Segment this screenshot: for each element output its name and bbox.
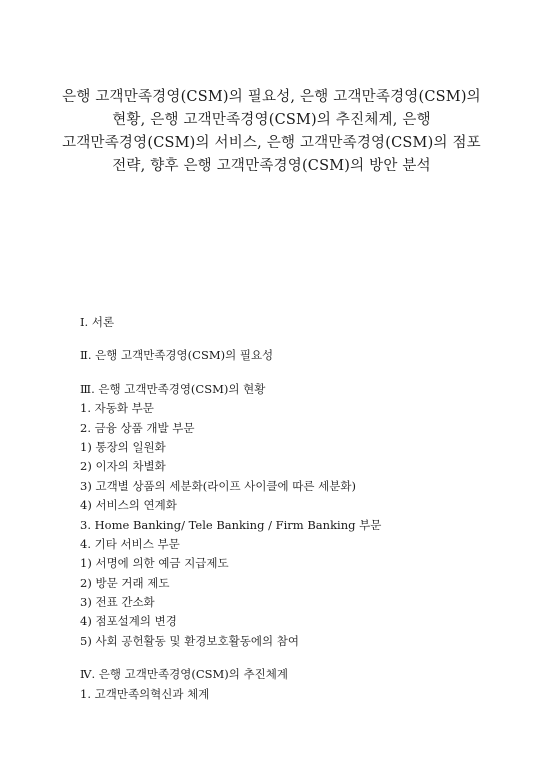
toc-item: 1) 서명에 의한 예금 지급제도: [80, 556, 229, 571]
toc-section-4: Ⅳ. 은행 고객만족경영(CSM)의 추진체계: [80, 667, 288, 682]
toc-item: 4. 기타 서비스 부문: [80, 536, 180, 551]
toc-item: 2) 이자의 차별화: [80, 459, 166, 474]
toc-item: 2) 방문 거래 제도: [80, 575, 170, 590]
toc-item: 1. 자동화 부문: [80, 401, 154, 416]
toc-item: 3. Home Banking/ Tele Banking / Firm Banking 부문: [80, 517, 382, 532]
toc-item: 5) 사회 공헌활동 및 환경보호활동에의 참여: [80, 633, 299, 648]
title-line: 전략, 향후 은행 고객만족경영(CSM)의 방안 분석: [112, 158, 431, 174]
toc-item: 4) 서비스의 연계화: [80, 498, 177, 513]
toc-item: 4) 점포설계의 변경: [80, 614, 177, 629]
toc-item: 2. 금융 상품 개발 부문: [80, 420, 195, 435]
document-title: [60, 86, 483, 178]
title-line: 현황, 은행 고객만족경영(CSM)의 추진체계, 은행: [112, 112, 431, 128]
toc-item: 3) 전표 간소화: [80, 595, 155, 610]
toc-item: 1. 고객만족의혁신과 체계: [80, 686, 210, 701]
toc-section-1: Ⅰ. 서론: [80, 315, 115, 329]
table-of-contents: [80, 313, 520, 704]
title-line: 은행 고객만족경영(CSM)의 필요성, 은행 고객만족경영(CSM)의: [62, 89, 481, 105]
toc-item: 1) 통장의 일원화: [80, 439, 166, 454]
toc-section-3: Ⅲ. 은행 고객만족경영(CSM)의 현황: [80, 381, 266, 396]
title-line: 고객만족경영(CSM)의 서비스, 은행 고객만족경영(CSM)의 점포: [62, 135, 481, 151]
toc-item: 3) 고객별 상품의 세분화(라이프 사이클에 따른 세분화): [80, 478, 356, 493]
toc-section-2: Ⅱ. 은행 고객만족경영(CSM)의 필요성: [80, 348, 274, 363]
